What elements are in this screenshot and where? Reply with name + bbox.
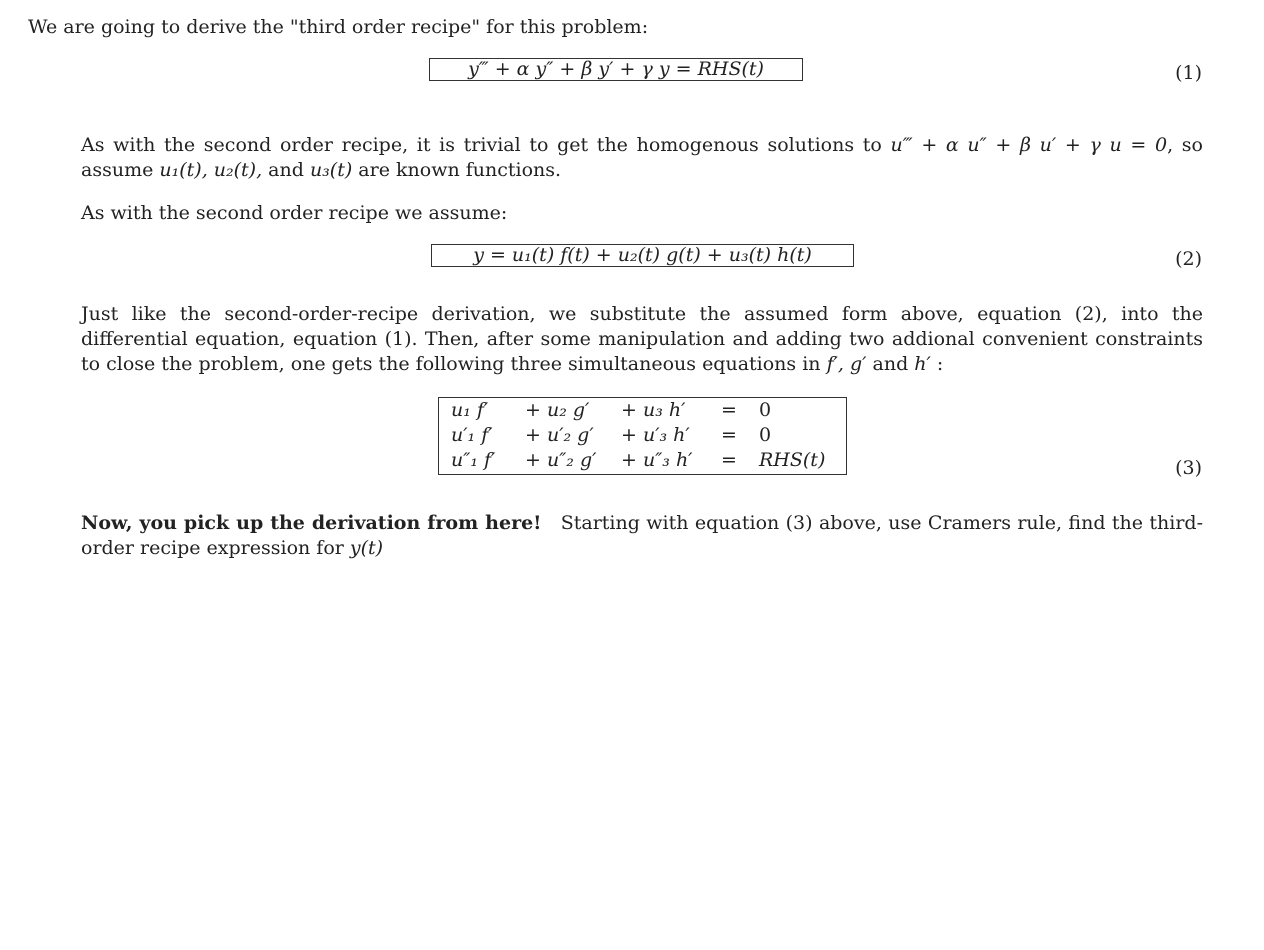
eq3-row3-c2: + u″₂ g′ <box>525 449 597 471</box>
para3-text-b: and <box>866 353 915 375</box>
paragraph-task <box>81 511 1203 561</box>
eq3-row2-eq: = <box>721 424 737 446</box>
eq3-row3-eq: = <box>721 449 737 471</box>
intro-text: We are going to derive the "third order recipe" for this problem: <box>28 16 649 38</box>
eq3-row3-c1: u″₁ f′ <box>451 449 496 471</box>
para3-text-c: : <box>930 353 944 375</box>
para1-text-d: are known functions. <box>352 159 562 181</box>
task-text: Starting with equation (3) above, use Cramers rule, find the third-order recipe expression for <box>81 512 1204 559</box>
equation-3-system <box>451 398 825 473</box>
eq3-row1-eq: = <box>721 399 737 421</box>
para1-math-a: u‴ + α u″ + β u′ + γ u = 0 <box>890 134 1168 156</box>
eq3-row1-c2: + u₂ g′ <box>525 399 590 421</box>
eq3-row2-c1: u′₁ f′ <box>451 424 493 446</box>
eq3-row2-c2: + u′₂ g′ <box>525 424 594 446</box>
eq3-row1-c1: u₁ f′ <box>451 399 489 421</box>
paragraph-substitute <box>81 302 1203 377</box>
eq3-row1-rhs: 0 <box>759 399 772 421</box>
equation-1-number: (1) <box>1175 62 1202 84</box>
para1-text-c: and <box>262 159 310 181</box>
task-math: y(t) <box>349 537 384 559</box>
eq3-row3-rhs: RHS(t) <box>759 449 826 471</box>
para1-text-b: , so assume <box>81 134 1203 181</box>
equation-3-number: (3) <box>1175 457 1202 479</box>
eq3-row3-c3: + u″₃ h′ <box>621 449 693 471</box>
para1-math-c: u₃(t) <box>309 159 353 181</box>
paragraph-assume: As with the second order recipe we assume: <box>81 202 508 224</box>
eq3-row1-c3: + u₃ h′ <box>621 399 686 421</box>
equation-3-box <box>438 397 847 475</box>
para3-text-a: Just like the second-order-recipe derivation, we substitute the assumed form above, equation (2), into the differential equation, equation (1). Then, after some manipulation and adding two addional convenient constraints to close the problem, one gets the following three simultaneous equations in <box>81 303 1203 375</box>
para1-math-b: u₁(t), u₂(t), <box>159 159 263 181</box>
equation-2: y = u₁(t) f(t) + u₂(t) g(t) + u₃(t) h(t) <box>473 244 812 266</box>
equation-3-row <box>451 423 825 448</box>
para3-math-a: f′, g′ <box>826 353 867 375</box>
task-bold-lead: Now, you pick up the derivation from here! <box>81 512 542 534</box>
equation-2-number: (2) <box>1175 248 1202 270</box>
equation-3-row <box>451 398 825 423</box>
paragraph-homogeneous <box>81 133 1203 183</box>
para1-text-a: As with the second order recipe, it is trivial to get the homogenous solutions to <box>81 134 891 156</box>
equation-3-row <box>451 448 825 473</box>
equation-1: y‴ + α y″ + β y′ + γ y = RHS(t) <box>468 58 764 80</box>
equation-2-box <box>431 244 854 267</box>
para3-math-b: h′ <box>914 353 931 375</box>
eq3-row2-rhs: 0 <box>759 424 772 446</box>
equation-1-box <box>429 58 803 81</box>
eq3-row2-c3: + u′₃ h′ <box>621 424 690 446</box>
